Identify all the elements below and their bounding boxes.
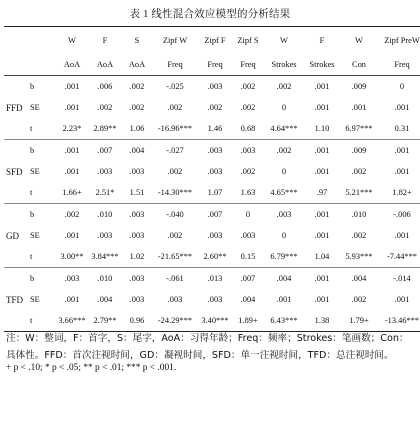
table-cell: .003	[240, 146, 256, 155]
table-cell: .002	[167, 231, 183, 240]
table-cell: .001	[314, 210, 330, 219]
column-header: W	[264, 27, 304, 54]
statistic-label: b	[30, 146, 35, 155]
significance-note: + p < .10; * p < .05; ** p < .01; *** p < .001.	[6, 363, 177, 373]
measure-label: GD	[6, 230, 19, 241]
results-table	[4, 26, 420, 332]
table-cell: 0.96	[122, 310, 152, 332]
results-table-container	[4, 26, 420, 332]
table-cell: .001	[394, 167, 410, 176]
table-cell: 2.51*	[88, 182, 122, 204]
table-cell: .009	[351, 146, 367, 155]
table-cell: -.061	[166, 274, 184, 283]
column-header: Freq	[378, 53, 420, 76]
column-header: Zipf S	[232, 27, 264, 54]
statistic-label: b	[30, 210, 35, 219]
table-cell: 3.84***	[88, 246, 122, 268]
measure-label	[4, 118, 28, 140]
table-cell: .002	[240, 103, 256, 112]
column-header: Freq	[232, 53, 264, 76]
table-cell: .004	[97, 295, 113, 304]
statistic-label: SE	[30, 103, 40, 112]
table-row	[4, 268, 420, 290]
header-blank	[4, 27, 28, 54]
table-cell: 2.23*	[56, 118, 88, 140]
table-cell: .003	[207, 146, 223, 155]
table-cell: .003	[207, 231, 223, 240]
table-cell: .006	[97, 82, 113, 91]
table-cell: 1.02	[122, 246, 152, 268]
table-cell: 1.46	[198, 118, 232, 140]
column-header: W	[340, 27, 378, 54]
table-cell: .003	[207, 295, 223, 304]
column-header: AoA	[88, 53, 122, 76]
column-header: AoA	[56, 53, 88, 76]
table-title: 表 1 线性混合效应模型的分析结果	[129, 9, 291, 20]
table-cell: .003	[167, 295, 183, 304]
measure-label	[4, 268, 28, 290]
table-cell: 0	[281, 231, 287, 240]
table-cell: .002	[351, 231, 367, 240]
table-cell: -21.65***	[152, 246, 198, 268]
table-row	[4, 182, 420, 204]
table-cell: 0	[399, 82, 405, 91]
table-cell: 2.79**	[88, 310, 122, 332]
table-cell: 1.04	[304, 246, 340, 268]
table-cell: .003	[129, 231, 145, 240]
table-cell: .003	[207, 82, 223, 91]
table-cell: 0.15	[232, 246, 264, 268]
table-cell: .003	[64, 274, 80, 283]
column-header: Zipf PreW	[378, 27, 420, 54]
column-header: Freq	[152, 53, 198, 76]
table-cell: .003	[129, 210, 145, 219]
table-cell: .001	[64, 82, 80, 91]
table-cell: 3.40***	[198, 310, 232, 332]
statistic-label: b	[30, 274, 35, 283]
abbreviation-note: 注：W：整词，F：首字，S：尾字，AoA：习得年龄；Freq：频率；Strokes：笔画数；Con：具体性。FFD：首次注视时间，GD：凝视时间，SFD：单一注视时间，TFD：总注视时间。	[6, 333, 409, 361]
table-cell: .010	[351, 210, 367, 219]
table-cell: .002	[97, 103, 113, 112]
table-row	[4, 310, 420, 332]
table-row	[4, 161, 420, 182]
table-cell: 4.64***	[264, 118, 304, 140]
statistic-label: t	[28, 182, 56, 204]
table-cell: .001	[314, 103, 330, 112]
table-cell: .002	[129, 82, 145, 91]
table-cell: .001	[64, 231, 80, 240]
column-header: Zipf F	[198, 27, 232, 54]
table-cell: .002	[167, 167, 183, 176]
table-cell: .002	[276, 82, 292, 91]
table-cell: .002	[207, 103, 223, 112]
table-cell: .001	[64, 146, 80, 155]
table-cell: .003	[129, 295, 145, 304]
table-cell: .001	[394, 295, 410, 304]
header-blank	[28, 27, 56, 54]
table-cell: .003	[240, 231, 256, 240]
table-cell: 6.97***	[340, 118, 378, 140]
column-header: S	[122, 27, 152, 54]
table-cell: 6.79***	[264, 246, 304, 268]
table-cell: -16.96***	[152, 118, 198, 140]
table-cell: 3.00**	[56, 246, 88, 268]
table-cell: -.027	[166, 146, 184, 155]
column-header: Con	[340, 53, 378, 76]
measure-label: SFD	[6, 166, 23, 177]
table-cell: -7.44***	[378, 246, 420, 268]
statistic-label: b	[30, 82, 35, 91]
table-cell: 1.63	[232, 182, 264, 204]
header-row	[4, 53, 420, 76]
table-cell: 0.68	[232, 118, 264, 140]
header-blank	[28, 53, 56, 76]
table-cell: -.040	[166, 210, 184, 219]
table-cell: .010	[97, 210, 113, 219]
table-cell: .002	[167, 103, 183, 112]
table-row	[4, 76, 420, 98]
statistic-label: t	[28, 246, 56, 268]
table-cell: .004	[240, 295, 256, 304]
column-header: Freq	[198, 53, 232, 76]
table-cell: 5.93***	[340, 246, 378, 268]
table-cell: .001	[394, 146, 410, 155]
table-cell: 1.89+	[232, 310, 264, 332]
statistic-label: SE	[30, 231, 40, 240]
table-cell: .001	[394, 231, 410, 240]
table-cell: -.014	[393, 274, 411, 283]
header-blank	[4, 53, 28, 76]
column-header: AoA	[122, 53, 152, 76]
table-cell: .003	[97, 231, 113, 240]
table-cell: .97	[304, 182, 340, 204]
table-cell: 3.66***	[56, 310, 88, 332]
table-cell: .002	[351, 167, 367, 176]
table-cell: .001	[314, 295, 330, 304]
table-cell: .009	[351, 82, 367, 91]
column-header: Strokes	[304, 53, 340, 76]
table-cell: 0	[281, 167, 287, 176]
table-cell: .010	[97, 274, 113, 283]
table-cell: .001	[314, 146, 330, 155]
column-header: F	[304, 27, 340, 54]
table-cell: .004	[276, 274, 292, 283]
table-body	[4, 76, 420, 332]
measure-label: FFD	[6, 102, 23, 113]
table-cell: .001	[314, 167, 330, 176]
table-cell: .002	[129, 103, 145, 112]
column-header: F	[88, 27, 122, 54]
table-row	[4, 246, 420, 268]
measure-label	[4, 310, 28, 332]
table-cell: .001	[64, 167, 80, 176]
table-cell: -14.30***	[152, 182, 198, 204]
table-cell: .001	[314, 82, 330, 91]
table-cell: -.006	[393, 210, 411, 219]
statistic-label: SE	[30, 167, 40, 176]
table-cell: 4.65***	[264, 182, 304, 204]
column-header: Strokes	[264, 53, 304, 76]
statistic-label: t	[28, 118, 56, 140]
table-cell: -24.29***	[152, 310, 198, 332]
table-cell: 6.43***	[264, 310, 304, 332]
measure-label	[4, 204, 28, 226]
table-cell: 2.60**	[198, 246, 232, 268]
table-cell: .013	[207, 274, 223, 283]
table-cell: .002	[240, 82, 256, 91]
table-cell: -13.46***	[378, 310, 420, 332]
table-cell: .001	[394, 103, 410, 112]
table-cell: 1.06	[122, 118, 152, 140]
table-cell: .004	[351, 274, 367, 283]
table-cell: 1.38	[304, 310, 340, 332]
table-cell: 0.31	[378, 118, 420, 140]
table-row	[4, 140, 420, 162]
measure-label	[4, 246, 28, 268]
table-cell: .001	[314, 231, 330, 240]
table-cell: .001	[351, 103, 367, 112]
table-cell: 1.82+	[378, 182, 420, 204]
table-cell: .003	[207, 167, 223, 176]
table-cell: .003	[129, 167, 145, 176]
table-cell: .007	[240, 274, 256, 283]
table-cell: .003	[276, 210, 292, 219]
table-cell: .004	[129, 146, 145, 155]
table-cell: .001	[314, 274, 330, 283]
table-cell: .003	[129, 274, 145, 283]
header-row	[4, 27, 420, 54]
table-cell: 0	[245, 210, 251, 219]
table-cell: .001	[64, 295, 80, 304]
table-header	[4, 27, 420, 76]
table-cell: 1.10	[304, 118, 340, 140]
table-row	[4, 225, 420, 246]
table-cell: 0	[281, 103, 287, 112]
table-cell: 1.79+	[340, 310, 378, 332]
table-cell: .002	[351, 295, 367, 304]
table-cell: .002	[276, 146, 292, 155]
measure-label: TFD	[6, 294, 24, 305]
table-row	[4, 204, 420, 226]
table-cell: 1.66+	[56, 182, 88, 204]
table-cell: 5.21***	[340, 182, 378, 204]
table-cell: .003	[97, 167, 113, 176]
table-cell: .002	[64, 210, 80, 219]
table-row	[4, 97, 420, 118]
table-row	[4, 289, 420, 310]
table-cell: 1.07	[198, 182, 232, 204]
table-cell: 1.51	[122, 182, 152, 204]
measure-label	[4, 76, 28, 98]
measure-label	[4, 140, 28, 162]
table-cell: .007	[207, 210, 223, 219]
table-cell: -.025	[166, 82, 184, 91]
measure-label	[4, 182, 28, 204]
table-cell: .002	[240, 167, 256, 176]
table-cell: .001	[64, 103, 80, 112]
statistic-label: SE	[30, 295, 40, 304]
statistic-label: t	[28, 310, 56, 332]
column-header: Zipf W	[152, 27, 198, 54]
table-row	[4, 118, 420, 140]
table-cell: .007	[97, 146, 113, 155]
table-cell: .001	[276, 295, 292, 304]
table-cell: 2.89**	[88, 118, 122, 140]
column-header: W	[56, 27, 88, 54]
